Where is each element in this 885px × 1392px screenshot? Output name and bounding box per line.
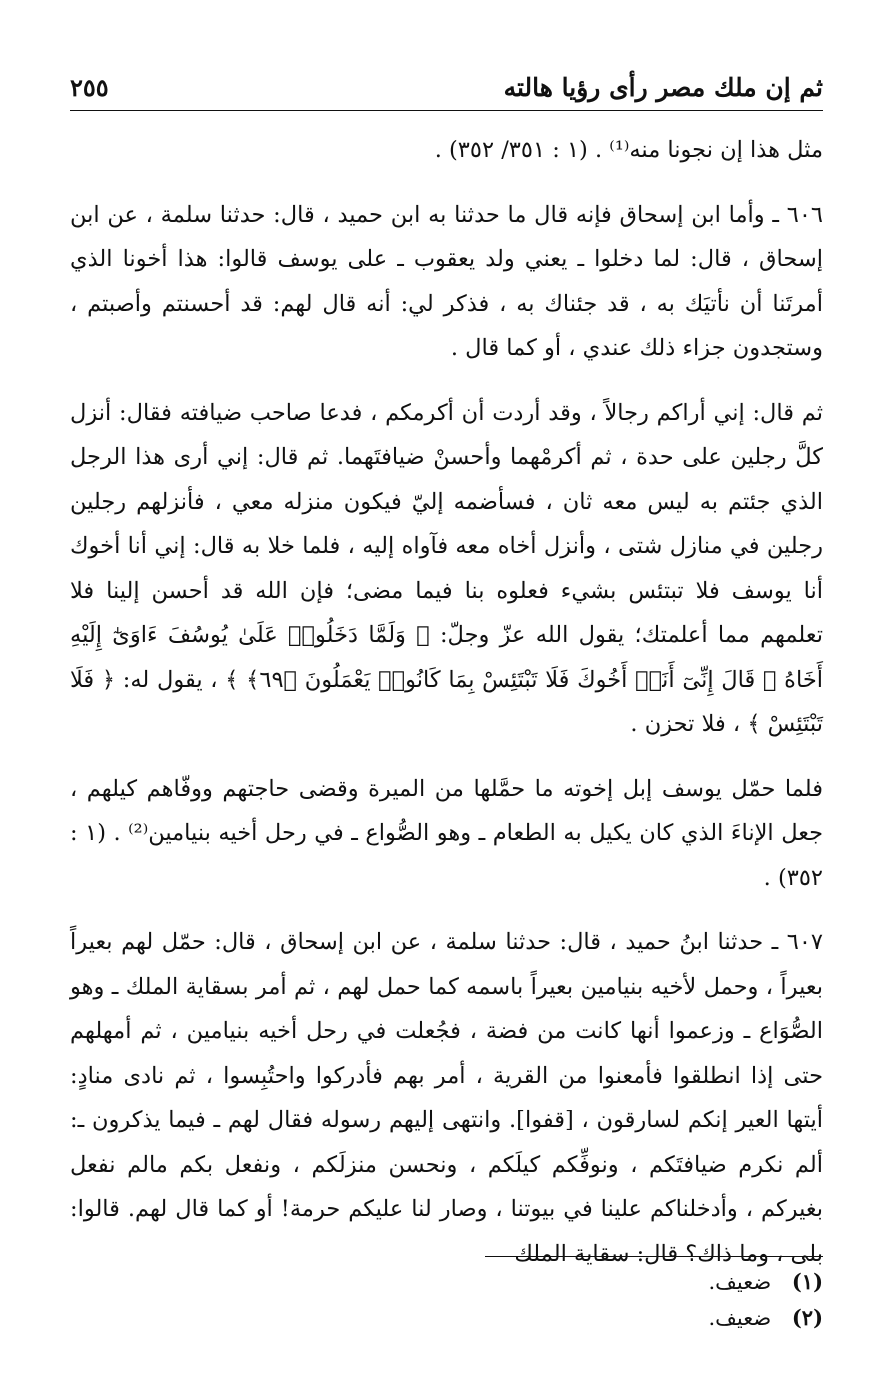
paragraph-606: ٦٠٦ ـ وأما ابن إسحاق فإنه قال ما حدثنا به ابن حميد ، قال: حدثنا سلمة ، عن ابن إسحاق ، قال: لما دخلوا ـ يعني ولد يعقوب ـ على يوسف قالوا: هذا أخونا الذي أمرتَنا أن نأتيَك به ، قد جئناك به ، فذكر لي: أنه قال لهم: قد أحسنتم وأصبتم ، وستجدون جزاء ذلك عندي ، أو كما قال . [70,201,823,361]
main-text [70,128,823,1276]
running-title: ثم إن ملك مصر رأى رؤيا هالته [503,72,823,102]
footnote-text: ضعيف. [708,1306,772,1330]
paragraph-goblet: فلما حمّل يوسف إبل إخوته ما حمَّلها من الميرة وقضى حاجتهم ووفّاهم كيلهم ، جعل الإناءَ الذي كان يكيل به الطعام ـ وهو الصُّواع ـ في رحل أخيه بنيامين⁽²⁾ . (١ : ٣٥٢) . [70,775,823,891]
footnote-divider [485,1256,823,1257]
footnote-number: (٢) [791,1305,823,1330]
footnote-1 [70,1264,823,1300]
paragraph-joseph-hosting: ثم قال: إني أراكم رجالاً ، وقد أردت أن أكرمكم ، فدعا صاحب ضيافته فقال: أنزل كلَّ رجلين على حدة ، ثم أكرمْهما وأحسنْ ضيافتَهما. ثم قال: إني أرى هذا الرجل الذي جئتم به ليس معه ثان ، فسأضمه إليّ فيكون منزله معي ، فأنزلهم رجلين رجلين في منازل شتى ، وأنزل أخاه معه فآواه إليه ، فلما خلا به قال: إني أنا أخوك أنا يوسف فلا تبتئس بشيء فعلوه بنا فيما مضى؛ فإن الله قد أحسن إلينا فلا تعلمهم مما أعلمتك؛ يقول الله عزّ وجلّ: ﴿ وَلَمَّا دَخَلُوا۟ عَلَىٰ يُوسُفَ ءَاوَىٰٓ إِلَيْهِ أَخَاهُ ۖ قَالَ إِنِّىٓ أَنَا۠ أَخُوكَ فَلَا تَبْتَئِسْ بِمَا كَانُوا۟ يَعْمَلُونَ ﴿٦٩﴾ ﴾ ، يقول له: ﴿ فَلَا تَبْتَئِسْ ﴾ ، فلا تحزن . [70,399,823,737]
footnote-2 [70,1300,823,1336]
page-number: ٢٥٥ [70,72,109,102]
paragraph-607: ٦٠٧ ـ حدثنا ابنُ حميد ، قال: حدثنا سلمة ، عن ابن إسحاق ، قال: حمّل لهم بعيراً بعيراً ، وحمل لأخيه بنيامين بعيراً باسمه كما حمل لهم ، ثم أمر بسقاية الملك ـ وهو الصُّوَاع ـ وزعموا أنها كانت من فضة ، فجُعلت في رحل أخيه بنيامين ، ثم أمهلهم حتى إذا انطلقوا فأمعنوا من القرية ، أمر بهم فأدركوا واحتُبِسوا ، ثم نادى منادٍ: أيتها العير إنكم لسارقون ، [قفوا]. وانتهى إليهم رسوله فقال لهم ـ فيما يذكرون ـ: ألم نكرم ضيافتَكم ، ونوفِّكم كيلَكم ، ونحسن منزلَكم ، ونفعل بكم مالم نفعل بغيركم ، وأدخلناكم علينا في بيوتنا ، وصار لنا عليكم حرمة! أو كما قال لهم. قالوا: بلى ، وما ذاك؟ قال: سقاية الملك [70,929,823,1267]
footnotes [70,1264,823,1336]
footnote-number: (١) [791,1269,823,1294]
paragraph-continuation: مثل هذا إن نجونا منه⁽¹⁾ . (١ : ٣٥١/ ٣٥٢) . [434,137,823,163]
footnote-text: ضعيف. [708,1270,772,1294]
page-header [70,64,823,111]
